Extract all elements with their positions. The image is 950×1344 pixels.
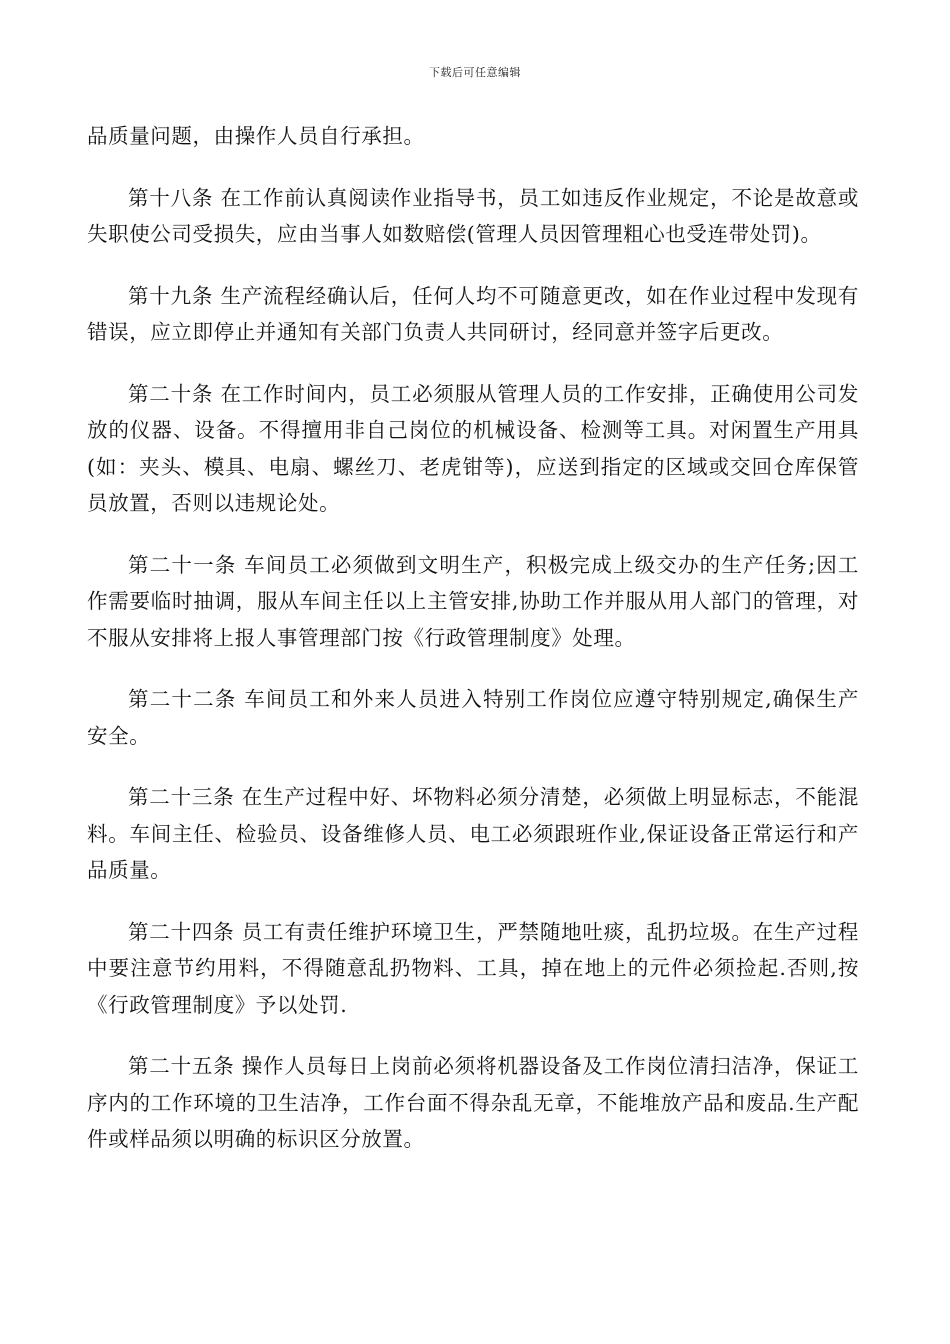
article-21: 第二十一条 车间员工必须做到文明生产，积极完成上级交办的生产任务;因工作需要临时抽调，服从车间主任以上主管安排,协助工作并服从用人部门的管理，对不服从安排将上报人事管理部门按《行政管理制度》处理。 (87, 552, 859, 650)
article-18: 第十八条 在工作前认真阅读作业指导书，员工如违反作业规定，不论是故意或失职使公司受损失，应由当事人如数赔偿(管理人员因管理粗心也受连带处罚)。 (87, 185, 859, 246)
article-23: 第二十三条 在生产过程中好、坏物料必须分清楚，必须做上明显标志，不能混料。车间主任、检验员、设备维修人员、电工必须跟班作业,保证设备正常运行和产品质量。 (87, 785, 859, 882)
article-25: 第二十五条 操作人员每日上岗前必须将机器设备及工作岗位清扫洁净，保证工序内的工作环境的卫生洁净，工作台面不得杂乱无章，不能堆放产品和废品.生产配件或样品须以明确的标识区分放置。 (87, 1054, 859, 1151)
article-20: 第二十条 在工作时间内，员工必须服从管理人员的工作安排，正确使用公司发放的仪器、设备。不得擅用非自己岗位的机械设备、检测等工具。对闲置生产用具(如：夹头、模具、电扇、螺丝刀、老虎钳等)，应送到指定的区域或交回仓库保管员放置，否则以违规论处。 (87, 381, 859, 515)
document-body (87, 118, 859, 1158)
page-header: 下载后可任意编辑 (429, 66, 521, 79)
article-22: 第二十二条 车间员工和外来人员进入特别工作岗位应遵守特别规定,确保生产安全。 (87, 687, 859, 748)
article-24: 第二十四条 员工有责任维护环境卫生，严禁随地吐痰，乱扔垃圾。在生产过程中要注意节约用料，不得随意乱扔物料、工具，掉在地上的元件必须捡起.否则,按《行政管理制度》予以处罚. (87, 919, 859, 1017)
continuation-paragraph: 品质量问题，由操作人员自行承担。 (87, 124, 425, 148)
article-19: 第十九条 生产流程经确认后，任何人均不可随意更改，如在作业过程中发现有错误，应立即停止并通知有关部门负责人共同研讨，经同意并签字后更改。 (87, 283, 859, 344)
